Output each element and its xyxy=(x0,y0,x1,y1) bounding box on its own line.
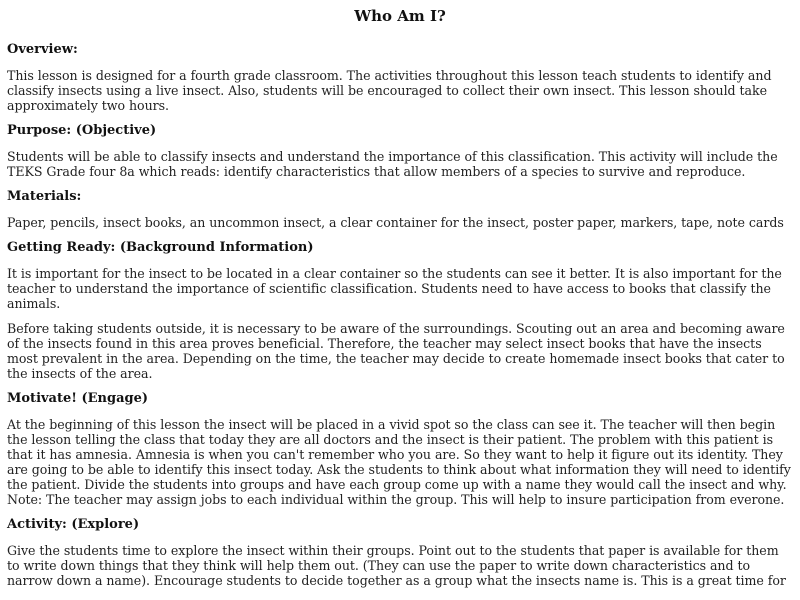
activity-paragraph: Give the students time to explore the insect within their groups. Point out to the students that paper is available for them to write down things that they think will help them out. (They can use the paper to write down characteristics and to narrow down a name). Encourage students to decide together as a group what the insects name is. This is a great time for xyxy=(7,543,786,588)
getting-ready-paragraph-2: Before taking students outside, it is necessary to be aware of the surroundings. Scouting out an area and becoming aware of the insects found in this area proves beneficial. Therefore, the teacher may select insect books that have the insects most prevalent in the area. Depending on the time, the teacher may decide to create homemade insect books that cater to the insects of the area. xyxy=(7,321,785,381)
section-activity xyxy=(7,517,793,588)
section-heading-overview: Overview: xyxy=(7,42,78,57)
purpose-paragraph: Students will be able to classify insects and understand the importance of this classification. This activity will include the TEKS Grade four 8a which reads: identify characteristics that allow members of a species to survive and reproduce. xyxy=(7,149,778,179)
overview-paragraph: This lesson is designed for a fourth grade classroom. The activities throughout this lesson teach students to identify and classify insects using a live insect. Also, students will be encouraged to collect their own insect. This lesson should take approximately two hours. xyxy=(7,68,772,113)
section-heading-materials: Materials: xyxy=(7,189,82,204)
getting-ready-paragraph-1: It is important for the insect to be located in a clear container so the students can see it better. It is also important for the teacher to understand the importance of scientific classification. Students need to have access to books that classify the animals. xyxy=(7,266,782,311)
section-heading-activity: Activity: (Explore) xyxy=(7,517,140,532)
section-getting-ready xyxy=(7,240,793,381)
section-overview xyxy=(7,42,793,113)
section-heading-motivate: Motivate! (Engage) xyxy=(7,391,149,406)
section-motivate xyxy=(7,391,793,507)
section-purpose xyxy=(7,123,793,179)
materials-paragraph: Paper, pencils, insect books, an uncommon insect, a clear container for the insect, poster paper, markers, tape, note cards xyxy=(7,215,784,230)
motivate-paragraph: At the beginning of this lesson the insect will be placed in a vivid spot so the class can see it. The teacher will then begin the lesson telling the class that today they are all doctors and the insect is their patient. The problem with this patient is that it has amnesia. Amnesia is when you can't remember who you are. So they want to help it figure out its identity. They are going to be able to identify this insect today. Ask the students to think about what information they will need to identify the patient. Divide the students into groups and have each group come up with a name they would call the insect and why. Note: The teacher may assign jobs to each individual within the group. This will help to insure participation from everone. xyxy=(7,417,791,507)
section-heading-getting-ready: Getting Ready: (Background Information) xyxy=(7,240,314,255)
section-heading-purpose: Purpose: (Objective) xyxy=(7,123,157,138)
section-materials xyxy=(7,189,793,230)
page-title: Who Am I? xyxy=(354,7,446,25)
